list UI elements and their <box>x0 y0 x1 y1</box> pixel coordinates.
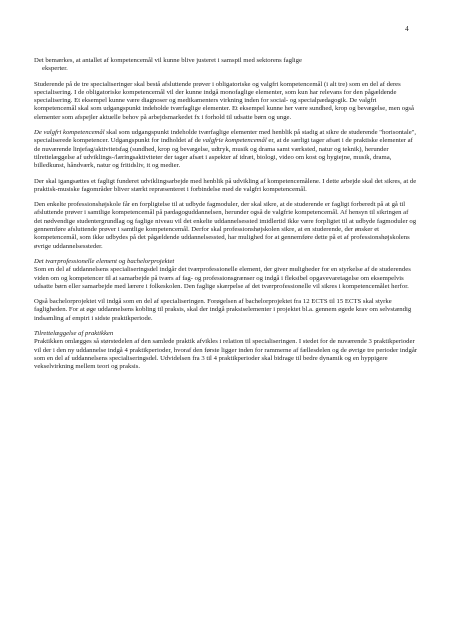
italic-term: De valgfri kompetencemål <box>34 129 105 137</box>
paragraph-adjustment-note <box>34 57 418 74</box>
paragraph-line: Det bemærkes, at antallet af kompetencemål vil kunne blive justeret i samspil med sektorens faglige <box>34 57 302 64</box>
paragraph-specializations: Studerende på de tre specialiseringer skal bestå afsluttende prøver i obligatoriske og valgfri kompetencemål (i alt tre) som en del af deres specialisering. I de obligatoriske kompetencemål vil der kunne indgå monofaglige elementer, som kun har relevans for den pågældende specialisering. Et eksempel kunne være diagnoser og medikamenters virkning inden for social- og specialpædagogik. De valgfri kompetencemål skal som udgangspunkt indeholde tværfaglige elementer. Et eksempel kunne her være sundhed, krop og bevægelse, men også elementer som afspejler aktuelle behov på arbejdsmarkedet fx i forhold til udsatte børn og unge. <box>34 80 414 121</box>
paragraph-bachelor-project: Også bachelorprojektet vil indgå som en del af specialiseringen. Forøgelsen af bachelorprojektet fra 12 ECTS til 15 ECTS skal styrke fagligheden. For at øge uddannelsens kobling til praksis, skal der indgå praksiselementer i projektet bl.a. gennem øgede krav om selvstændig indsamling af empiri i sidste praktikperiode. <box>34 298 412 322</box>
italic-term: valgfrie kompetencemål <box>202 137 267 145</box>
text-run: skal som udgangspunkt indeholde tværfaglige elementer med henblik på stadig at sikre de studerende "horisontale", specialiserede kompetencer. Udgangspunkt for indholdet af de <box>34 129 417 145</box>
paragraph-interprofessional: Som en del af uddannelsens specialiseringsdel indgår det tværprofessionelle element, der giver muligheder for en styrkelse af de studerendes viden om og kompetencer til at samarbejde på tværs af fag- og professionsgrænser og indgå i fleksibel opgavevaretagelse om eksempelvis udsatte børn eller samarbejde med lærere i folkeskolen. Den faglige skærpelse af det tværprofessionelle vil sikres i kompetencemålet herfor. <box>34 266 411 290</box>
section-heading-interprofessional: Det tværprofessionelle element og bachelorprojektet <box>34 257 175 265</box>
text-run: er, at de særligt tager afsæt i de praktiske elementer af de nuværende linjefag/aktivitetsfag (sundhed, krop og bevægelse, udtryk, musik og drama samt værksted, natur og teknik), herunder tilrettelæggelse af udviklings-/læringsaktiviteter der tager afsæt i aspekter af idræt, biologi, video om kost og hygiejne, musik, drama, billedkunst, håndværk, natur og fritidsliv, it og medier. <box>34 137 413 170</box>
paragraph-internship: Praktikken omlægges så størstedelen af den samlede praktik afvikles i relation til specialiseringen. I stedet for de nuværende 3 praktikperioder vil der i den ny uddannelse indgå 4 praktikperioder, hvoraf den første ligger inden for rammerne af fællesdelen og de øvrige tre perioder indgår som en del af uddannelsens specialiseringsdel. Udvidelsen fra 3 til 4 praktikperioder skal bidrage til bedre dynamik og en hyppigere vekselvirkning mellem teori og praksis. <box>34 338 418 371</box>
paragraph-professional-schools: Den enkelte professionshøjskole får en forpligtelse til at udbyde fagmoduler, der skal sikre, at de studerende er fagligt forberedt på at gå til afsluttende prøver i samtlige kompetencemål på pædagoguddannelsen, herunder også de valgfrie kompetencemål. Af hensyn til sikringen af det nødvendige studentergrundlag og faglige niveau vil det enkelte uddannelsessted imidlertid ikke være forpligtet til at udbyde fagmoduler og gennemføre afsluttende prøver i samtlige kompetencemål. Derfor skal professionshøjskolen sikre, at en studerende, der ønsker et kompetencemål, som ikke udbydes på det pågældende uddannelsessted, har mulighed for at gennemføre dette på et af professionshøjskolens øvrige uddannelsessteder. <box>34 201 417 250</box>
paragraph-line: eksperter. <box>42 65 68 73</box>
page-number: 4 <box>405 24 409 33</box>
paragraph-elective-goals <box>34 129 418 170</box>
paragraph-development-work: Der skal igangsættes et fagligt funderet udviklingsarbejde med henblik på udvikling af kompetencemålene. I dette arbejde skal det sikres, at de praktisk-musiske fagområder bliver stærkt repræsenteret i forbindelse med de valgfri kompetencemål. <box>34 177 417 193</box>
page-body <box>34 57 418 379</box>
section-heading-internship: Tilrettelæggelse af praktikken <box>34 330 114 338</box>
